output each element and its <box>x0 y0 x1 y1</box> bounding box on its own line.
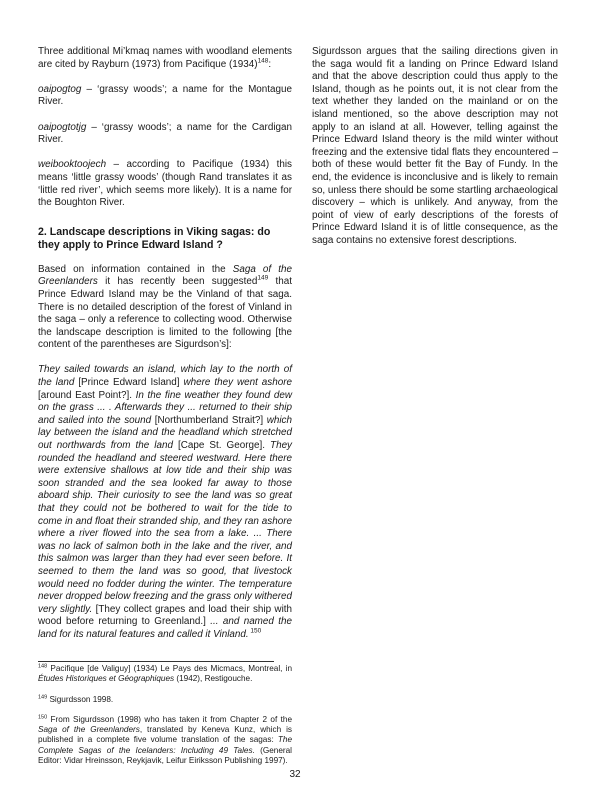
paragraph-sigurdsson-argument: Sigurdsson argues that the sailing directions given in the saga would fit a landing on Prince Edward Island and that the above description could thus apply to the Island, though as he points out, it is not clear from the text whether they landed on the mainland or on the island mentioned, so the above description may not apply to an island at all. However, telling against the Prince Edward Island theory is the mild winter without freezing and the extensive tidal flats they encountered – both of these would better fit the Bay of Fundy. In the end, the evidence is inconclusive and is likely to remain so, unless there should be some startling archaeological discovery – which is unlikely. And anyway, from the point of view of early descriptions of the forests of Prince Edward Island it is of little consequence, as the saga contains no extensive forest descriptions. <box>312 46 558 246</box>
paragraph-saga-intro <box>38 264 292 352</box>
quote-insertion: [around East Point?]. <box>38 389 133 401</box>
footnote-title: Saga of the Greenlanders <box>38 725 140 735</box>
footnote-divider <box>38 661 274 662</box>
right-column <box>312 46 558 260</box>
saga-intro-text: Based on information contained in the <box>38 263 233 275</box>
footnotes <box>38 664 292 776</box>
footnote-text: From Sigurdsson (1998) who has taken it from Chapter 2 of the <box>47 714 292 724</box>
footnote-number: 148 <box>38 663 48 670</box>
quote-text: They rounded the headland and steered westward. Here there were extensive shallows at low tide and their ship was soon stranded and the sea looked far away to those aboard ship. Their curiosity to see the land was so great that they could not be bothered to wait for the tide to come in and float their stranded ship, and they ran ashore where a river flowed into the sea from a lake. ... There was no lack of salmon both in the lake and the river, and this salmon was larger than they had ever seen before. It seemed to them the land was so good, that livestock would need no fodder during the winter. The temperature never dropped below freezing and the grass only withered very slightly. <box>38 440 292 615</box>
place-name-entry <box>38 159 292 209</box>
place-name-definition: – ‘grassy woods’; a name for the Montague River. <box>38 83 292 108</box>
saga-intro-text: it has recently been suggested <box>97 276 258 288</box>
place-name-entry <box>38 84 292 109</box>
footnote-number: 150 <box>38 714 48 721</box>
intro-text: Three additional Mi’kmaq names with woodland elements are cited by Rayburn (1973) from Pacifique (1934) <box>38 46 292 70</box>
saga-intro-text: that Prince Edward Island may be the Vinland of that saga. There is no detailed description of the forest of Vinland in the saga – only a reference to collecting wood. Otherwise the landscape description is limited to the following [the content of the parentheses are Sigurdson’s]: <box>38 276 292 351</box>
footnote-number: 149 <box>38 693 48 700</box>
quote-text: They sailed towards an island, which lay to the north of the land <box>38 364 292 389</box>
place-name-term: weibooktoojech <box>38 159 107 171</box>
saga-title: Saga of the Greenlanders <box>38 263 292 288</box>
quote-text: In the fine weather they found dew on the grass ... . Afterwards they ... returned to their ship and sailed into the sound <box>38 389 292 426</box>
footnote-text: (General Editor: Vidar Hreinsson, Reykjavik, Leifur Eiriksson Publishing 1997). <box>38 745 292 766</box>
quote-insertion: [Northumberland Strait?] <box>154 414 264 426</box>
left-column <box>38 46 292 654</box>
quote-insertion: [Prince Edward Island] <box>78 377 180 389</box>
quote-insertion: [Cape St. George]. <box>178 440 265 452</box>
saga-quotation <box>38 364 292 641</box>
footnote-title: The Complete Sagas of the Icelanders: Including 49 Tales. <box>38 735 292 755</box>
page-number: 32 <box>289 769 301 780</box>
footnote-text: Sigurdsson 1998. <box>47 694 114 704</box>
footnote-title: Études Historiques et Géographiques <box>38 674 175 684</box>
paragraph-intro <box>38 46 292 71</box>
place-name-term: oaipogtotjg <box>38 121 87 133</box>
intro-colon: : <box>268 58 272 70</box>
quote-insertion: [They collect grapes and load their ship with wood before returning to Greenland.] <box>38 603 292 628</box>
footnote-150 <box>38 715 292 766</box>
footnote-149 <box>38 695 292 705</box>
footnote-ref-149[interactable]: 149 <box>257 275 269 283</box>
quote-text: where they went ashore <box>179 377 292 389</box>
footnote-ref-148[interactable]: 148 <box>257 57 269 65</box>
footnote-text: Pacifique [de Valiguy] (1934) Le Pays des Micmacs, Montreal, in <box>47 664 292 673</box>
place-name-definition: – according to Pacifique (1934) this means ‘little grassy woods’ (though Rand translates it as ‘little red river’, which seems more likely). It is a name for the Boughton River. <box>38 159 292 209</box>
place-name-definition: – ‘grassy woods’; a name for the Cardigan River. <box>38 121 292 146</box>
footnote-text: , translated by Keneva Kunz, which is published in a complete five volume translation of the sagas: <box>38 725 293 745</box>
quote-text: which lay between the island and the headland which stretched out northwards from the land <box>38 414 292 452</box>
footnote-text: (1942), Restigouche. <box>174 674 253 684</box>
place-name-entry <box>38 122 292 147</box>
quote-text: ... and named the land for its natural features and called it Vinland. <box>38 616 292 640</box>
footnote-ref-150[interactable]: 150 <box>248 627 262 635</box>
footnote-148 <box>38 664 292 685</box>
section-heading: 2. Landscape descriptions in Viking sagas: do they apply to Prince Edward Island ? <box>38 225 271 251</box>
place-name-term: oaipogtog <box>38 83 82 95</box>
